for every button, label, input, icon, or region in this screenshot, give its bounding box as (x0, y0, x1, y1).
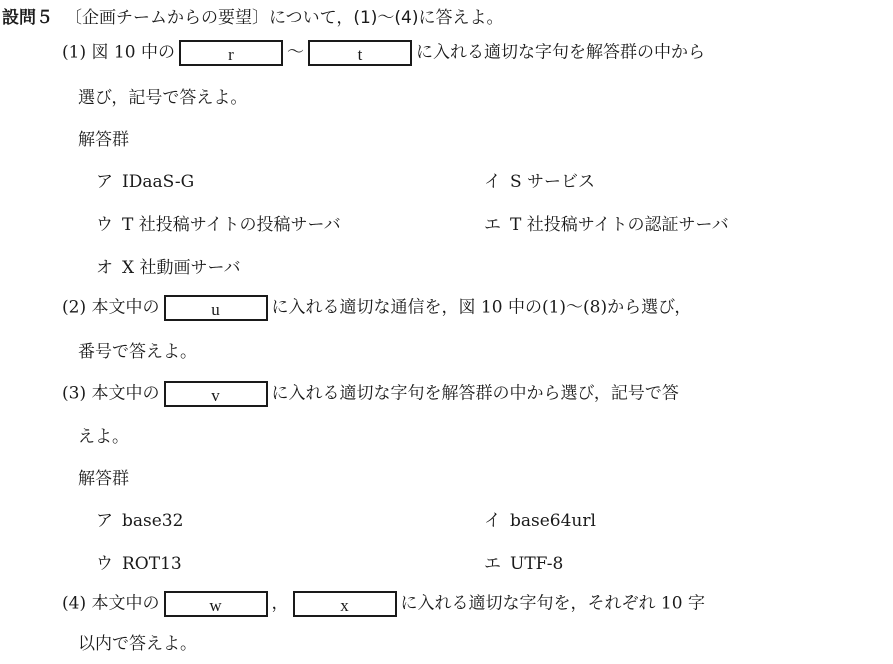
blank-box-r: r (179, 40, 283, 66)
subquestion-4-pre: 本文中の (91, 593, 160, 614)
choice-a (96, 170, 194, 194)
blank-box-t: t (308, 40, 412, 66)
subquestion-3-post: に入れる適切な字句を解答群の中から選び，記号で答 (271, 383, 679, 404)
choice-text: ROT13 (122, 554, 182, 574)
blank-box-v: v (164, 381, 268, 407)
choice-u (96, 213, 341, 237)
choice-text: T 社投稿サイトの投稿サーバ (122, 215, 341, 235)
choice-text: X 社動画サーバ (122, 258, 241, 278)
subquestion-1-line1 (62, 40, 705, 66)
choice-text: UTF-8 (510, 554, 564, 574)
subquestion-1-number: (1) (62, 42, 87, 63)
subquestion-1-pre: 図 10 中の (91, 42, 175, 63)
subquestion-2-pre: 本文中の (91, 297, 160, 318)
choice-e (484, 552, 563, 576)
tilde: 〜 (286, 42, 304, 63)
choice-mark: エ (484, 554, 501, 574)
choice-mark: エ (484, 215, 501, 235)
subquestion-1-line2: 選び，記号で答えよ。 (78, 88, 248, 108)
choice-mark: イ (484, 172, 501, 192)
subquestion-3-pre: 本文中の (91, 383, 160, 404)
question-instruction: 〔企画チームからの要望〕について，(1)〜(4)に答えよ。 (65, 8, 504, 28)
choice-text: base32 (122, 511, 184, 531)
choice-mark: ウ (96, 215, 113, 235)
question-heading (2, 6, 503, 30)
subquestion-2-number: (2) (62, 297, 87, 318)
answer-group-label-1: 解答群 (78, 130, 129, 150)
subquestion-3-line2: えよ。 (78, 427, 129, 447)
choice-mark: ウ (96, 554, 113, 574)
blank-box-x: x (293, 591, 397, 617)
choice-mark: オ (96, 258, 113, 278)
subquestion-4-post: に入れる適切な字句を，それぞれ 10 字 (400, 593, 705, 614)
choice-text: T 社投稿サイトの認証サーバ (510, 215, 729, 235)
blank-box-w: w (164, 591, 268, 617)
subquestion-4-line2: 以内で答えよ。 (78, 634, 197, 654)
choice-e (484, 213, 729, 237)
subquestion-4-number: (4) (62, 593, 87, 614)
subquestion-3-number: (3) (62, 383, 87, 404)
subquestion-3-line1 (62, 381, 679, 407)
choice-mark: ア (96, 511, 113, 531)
choice-text: S サービス (510, 172, 596, 192)
choice-mark: イ (484, 511, 501, 531)
choice-a (96, 509, 183, 533)
answer-group-label-3: 解答群 (78, 469, 129, 489)
question-number: 設問５ (2, 8, 53, 28)
blank-box-u: u (164, 295, 268, 321)
choice-i (484, 170, 595, 194)
subquestion-4-line1 (62, 591, 705, 617)
choice-text: IDaaS-G (122, 172, 195, 192)
choice-o (96, 256, 241, 280)
choice-i (484, 509, 596, 533)
comma: ， (271, 593, 289, 614)
subquestion-2-line1 (62, 295, 691, 321)
subquestion-1-post: に入れる適切な字句を解答群の中から (415, 42, 705, 63)
subquestion-2-line2: 番号で答えよ。 (78, 342, 197, 362)
choice-u (96, 552, 182, 576)
subquestion-2-post: に入れる適切な通信を，図 10 中の(1)〜(8)から選び， (271, 297, 692, 318)
choice-text: base64url (510, 511, 596, 531)
choice-mark: ア (96, 172, 113, 192)
